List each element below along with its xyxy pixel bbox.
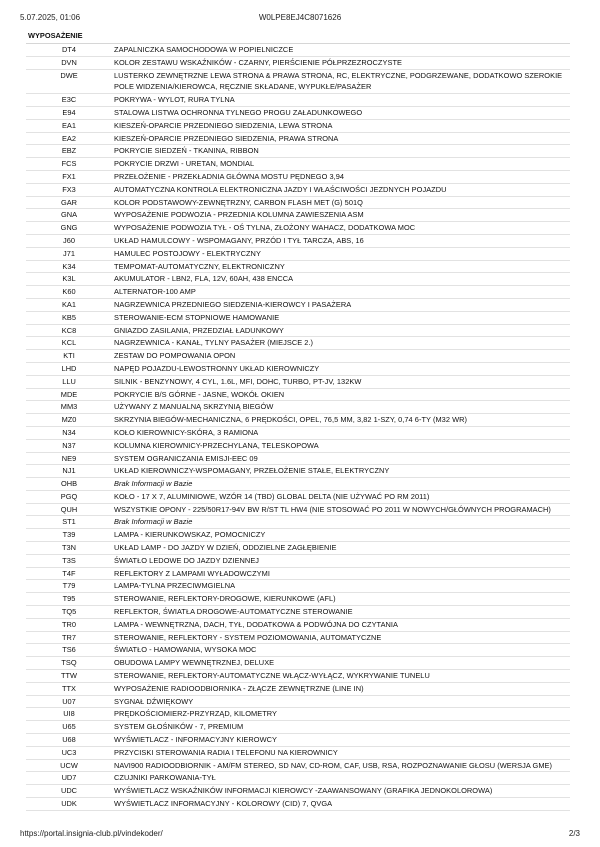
- option-code: TTX: [62, 683, 76, 693]
- option-code: U65: [62, 722, 76, 732]
- option-description: LAMPA - WEWNĘTRZNA, DACH, TYŁ, DODATKOWA & PODWÓJNA DO CZYTANIA: [114, 619, 399, 629]
- equipment-row: [26, 401, 570, 414]
- option-code: N34: [62, 427, 76, 437]
- option-code: KTI: [63, 351, 75, 361]
- option-code: LHD: [61, 363, 77, 373]
- option-description: Brak Informacji w Bazie: [114, 479, 193, 489]
- option-code: T95: [62, 594, 76, 604]
- option-code: MM3: [60, 402, 78, 412]
- equipment-row: [26, 171, 570, 184]
- equipment-row: [26, 363, 570, 376]
- equipment-row: [26, 670, 570, 683]
- equipment-row: [26, 376, 570, 389]
- option-code: FX3: [62, 184, 76, 194]
- equipment-rows: [26, 44, 570, 811]
- equipment-row: [26, 619, 570, 632]
- option-description: SKRZYNIA BIEGÓW-MECHANICZNA, 6 PRĘDKOŚCI, OPEL, 76,5 MM, 3,82 1-SZY, 0,74 6-TY (M32 WR): [114, 415, 468, 425]
- option-description: HAMULEC POSTOJOWY - ELEKTRYCZNY: [114, 248, 261, 258]
- equipment-row: [26, 696, 570, 709]
- option-description: ŚWIATŁO - HAMOWANIA, WYSOKA MOC: [114, 645, 257, 655]
- equipment-row: [26, 657, 570, 670]
- option-description: REFLEKTORY Z LAMPAMI WYŁADOWCZYMI: [114, 568, 270, 578]
- equipment-row: [26, 440, 570, 453]
- option-code: K60: [62, 287, 76, 297]
- option-code: U68: [62, 735, 76, 745]
- equipment-row: [26, 133, 570, 146]
- equipment-row: [26, 70, 570, 95]
- equipment-row: [26, 453, 570, 466]
- equipment-row: [26, 734, 570, 747]
- equipment-row: [26, 209, 570, 222]
- option-description: WYPOSAŻENIE RADIOODBIORNIKA - ZŁĄCZE ZEWNĘTRZNE (LINE IN): [114, 683, 364, 693]
- equipment-row: [26, 606, 570, 619]
- equipment-row: [26, 325, 570, 338]
- option-description: PRZEŁOŻENIE - PRZEKŁADNIA GŁÓWNA MOSTU PĘDNEGO 3,94: [114, 171, 345, 181]
- option-description: ŚWIATŁO LEDOWE DO JAZDY DZIENNEJ: [114, 555, 260, 565]
- option-description: LUSTERKO ZEWNĘTRZNE LEWA STRONA & PRAWA STRONA, RC, ELEKTRYCZNE, PODGRZEWANE, DODATKOWO SZEROKIE POLE WIDZENIA/KIEROWCA, RĘCZNIE SKŁADANE, WYPUKŁE/PASAŻER: [114, 70, 563, 92]
- option-code: MDE: [60, 389, 78, 399]
- option-description: SYSTEM GŁOŚNIKÓW - 7, PREMIUM: [114, 722, 244, 732]
- option-code: TS6: [62, 645, 76, 655]
- equipment-row: [26, 312, 570, 325]
- option-code: KA1: [62, 299, 76, 309]
- option-code: UDK: [61, 799, 77, 809]
- option-description: POKRYCIE DRZWI - URETAN, MONDIAL: [114, 159, 255, 169]
- equipment-row: [26, 158, 570, 171]
- option-code: EA2: [62, 133, 76, 143]
- option-code: GAR: [60, 197, 77, 207]
- option-code: TR0: [62, 619, 76, 629]
- equipment-row: [26, 235, 570, 248]
- option-code: TR7: [62, 632, 76, 642]
- equipment-row: [26, 747, 570, 760]
- equipment-row: [26, 286, 570, 299]
- option-description: AUTOMATYCZNA KONTROLA ELEKTRONICZNA JAZDY I WŁAŚCIWOŚCI JEZDNYCH POJAZDU: [114, 184, 447, 194]
- equipment-row: [26, 491, 570, 504]
- option-code: UDC: [60, 786, 77, 796]
- equipment-row: [26, 721, 570, 734]
- option-code: DT4: [62, 45, 76, 54]
- option-description: LAMPA - KIERUNKOWSKAZ, POMOCNICZY: [114, 530, 266, 540]
- equipment-row: [26, 350, 570, 363]
- option-description: POKRYCIE B/S GÓRNE - JASNE, WOKÓŁ OKIEN: [114, 389, 285, 399]
- option-code: NJ1: [62, 466, 76, 476]
- option-code: GNG: [60, 223, 78, 233]
- option-code: E3C: [61, 95, 77, 105]
- option-code: FX1: [62, 171, 76, 181]
- option-code: UC3: [61, 747, 77, 757]
- option-description: GNIAZDO ZASILANIA, PRZEDZIAŁ ŁADUNKOWY: [114, 325, 284, 335]
- option-code: N37: [62, 440, 76, 450]
- option-code: TTW: [60, 671, 77, 681]
- option-description: KOŁO KIEROWNICY-SKÓRA, 3 RAMIONA: [114, 427, 259, 437]
- option-code: GNA: [60, 210, 77, 220]
- equipment-row: [26, 798, 570, 811]
- option-description: WYPOSAŻENIE PODWOZIA - PRZEDNIA KOLUMNA ZAWIESZENIA ASM: [114, 210, 364, 220]
- equipment-row: [26, 568, 570, 581]
- equipment-row: [26, 580, 570, 593]
- option-description: KOLOR PODSTAWOWY-ZEWNĘTRZNY, CARBON FLASH MET (G) 501Q: [114, 197, 363, 207]
- equipment-row: [26, 299, 570, 312]
- option-description: WYŚWIETLACZ INFORMACYJNY - KOLOROWY (CID) 7, QVGA: [114, 799, 333, 809]
- option-code: KB5: [62, 312, 76, 322]
- equipment-row: [26, 337, 570, 350]
- option-description: ALTERNATOR-100 AMP: [114, 287, 196, 297]
- option-description: POKRYWA - WYLOT, RURA TYLNA: [114, 95, 235, 105]
- option-description: WYŚWIETLACZ WSKAŹNIKÓW INFORMACJI KIEROWCY -ZAAWANSOWANY (GRAFIKA JEDNOKOLOROWA): [114, 786, 493, 796]
- option-description: SYSTEM OGRANICZANIA EMISJI-EEC 09: [114, 453, 258, 463]
- option-code: TQ5: [61, 607, 77, 617]
- option-description: UKŁAD LAMP - DO JAZDY W DZIEŃ, ODDZIELNE ZAGŁĘBIENIE: [114, 543, 337, 553]
- equipment-table: [26, 29, 570, 811]
- equipment-row: [26, 632, 570, 645]
- option-code: QUH: [60, 504, 78, 514]
- equipment-row: [26, 785, 570, 798]
- option-description: STEROWANIE, REFLEKTORY-AUTOMATYCZNE WŁĄCZ-WYŁĄCZ, WYKRYWANIE TUNELU: [114, 671, 430, 681]
- option-code: PGQ: [60, 491, 78, 501]
- option-description: SILNIK - BENZYNOWY, 4 CYL, 1.6L, MFI, DOHC, TURBO, PT-JV, 132KW: [114, 376, 362, 386]
- option-description: OBUDOWA LAMPY WEWNĘTRZNEJ, DELUXE: [114, 658, 275, 668]
- option-description: WSZYSTKIE OPONY - 225/50R17-94V BW R/ST TL HW4 (NIE STOSOWAĆ PO 2011 W NOWYCH/GŁÓWNYCH PROGRAMACH): [114, 504, 551, 514]
- option-description: WYŚWIETLACZ - INFORMACYJNY KIEROWCY: [114, 735, 277, 745]
- equipment-row: [26, 427, 570, 440]
- option-description: STEROWANIE-ECM STOPNIOWE HAMOWANIE: [114, 312, 280, 322]
- option-code: DVN: [61, 57, 77, 67]
- equipment-row: [26, 542, 570, 555]
- equipment-row: [26, 772, 570, 785]
- option-code: J60: [63, 235, 75, 245]
- equipment-row: [26, 478, 570, 491]
- option-code: T79: [62, 581, 76, 591]
- option-code: EBZ: [61, 146, 77, 156]
- equipment-row: [26, 529, 570, 542]
- option-description: TEMPOMAT-AUTOMATYCZNY, ELEKTRONICZNY: [114, 261, 285, 271]
- option-code: FCS: [61, 159, 77, 169]
- equipment-row: [26, 44, 570, 57]
- equipment-row: [26, 760, 570, 773]
- option-description: NAGRZEWNICA PRZEDNIEGO SIEDZENIA-KIEROWCY I PASAŻERA: [114, 299, 352, 309]
- equipment-row: [26, 593, 570, 606]
- vin-title: W0LPE8EJ4C8071626: [258, 13, 342, 22]
- option-description: UŻYWANY Z MANUALNĄ SKRZYNIĄ BIEGÓW: [114, 402, 274, 412]
- page-url: https://portal.insignia-club.pl/vindekoder/: [20, 829, 163, 838]
- option-description: POKRYCIE SIEDZEŃ - TKANINA, RIBBON: [114, 146, 259, 156]
- option-description: LAMPA-TYLNA PRZECIWMGIELNA: [114, 581, 236, 591]
- option-code: T4F: [62, 568, 76, 578]
- option-description: KIESZEŃ-OPARCIE PRZEDNIEGO SIEDZENIA, LEWA STRONA: [114, 120, 333, 130]
- option-code: UCW: [60, 760, 78, 770]
- option-code: NE9: [61, 453, 77, 463]
- option-description: CZUJNIKI PARKOWANIA-TYŁ: [114, 773, 216, 783]
- option-code: DWE: [60, 70, 78, 80]
- equipment-row: [26, 465, 570, 478]
- equipment-row: [26, 197, 570, 210]
- option-description: UKŁAD HAMULCOWY - WSPOMAGANY, PRZÓD I TYŁ TARCZA, ABS, 16: [114, 235, 364, 245]
- equipment-row: [26, 273, 570, 286]
- option-description: AKUMULATOR - LBN2, FLA, 12V, 60AH, 438 ENCCA: [114, 274, 294, 284]
- option-code: T3S: [62, 555, 76, 565]
- option-description: STEROWANIE, REFLEKTORY-DROGOWE, KIERUNKOWE (AFL): [114, 594, 336, 604]
- equipment-row: [26, 555, 570, 568]
- equipment-row: [26, 248, 570, 261]
- option-code: J71: [63, 248, 75, 258]
- option-code: KC8: [61, 325, 77, 335]
- equipment-row: [26, 644, 570, 657]
- option-code: TSQ: [61, 658, 77, 668]
- option-code: K3L: [62, 274, 76, 284]
- equipment-row: [26, 222, 570, 235]
- equipment-row: [26, 261, 570, 274]
- option-code: U07: [62, 696, 76, 706]
- option-description: NAVI900 RADIOODBIORNIK - AM/FM STEREO, SD NAV, CD-ROM, CAF, USB, RSA, ROZPOZNAWANIE GŁOSU (WERSJA GME): [114, 760, 553, 770]
- equipment-row: [26, 184, 570, 197]
- option-description: REFLEKTOR, ŚWIATŁA DROGOWE-AUTOMATYCZNE STEROWANIE: [114, 607, 353, 617]
- option-code: LLU: [62, 376, 76, 386]
- equipment-row: [26, 414, 570, 427]
- equipment-row: [26, 120, 570, 133]
- equipment-row: [26, 57, 570, 70]
- print-footer: [20, 828, 580, 840]
- option-description: NAPĘD POJAZDU-LEWOSTRONNY UKŁAD KIEROWNICZY: [114, 363, 320, 373]
- option-code: K34: [62, 261, 76, 271]
- equipment-row: [26, 145, 570, 158]
- option-code: ST1: [62, 517, 76, 527]
- option-description: Brak Informacji w Bazie: [114, 517, 193, 527]
- equipment-row: [26, 94, 570, 107]
- option-description: ZESTAW DO POMPOWANIA OPON: [114, 351, 236, 361]
- equipment-row: [26, 708, 570, 721]
- print-header: [20, 12, 580, 24]
- equipment-row: [26, 389, 570, 402]
- option-description: STEROWANIE, REFLEKTORY - SYSTEM POZIOMOWANIA, AUTOMATYCZNE: [114, 632, 382, 642]
- option-description: NAGRZEWNICA - KANAŁ, TYLNY PASAŻER (MIEJSCE 2.): [114, 338, 314, 348]
- page-number: 2/3: [568, 829, 580, 838]
- option-description: KIESZEŃ-OPARCIE PRZEDNIEGO SIEDZENIA, PRAWA STRONA: [114, 133, 339, 143]
- option-description: SYGNAŁ DŹWIĘKOWY: [114, 696, 194, 706]
- option-description: KOLOR ZESTAWU WSKAŹNIKÓW - CZARNY, PIERŚCIENIE PÓŁPRZEZROCZYSTE: [114, 57, 402, 67]
- option-description: PRZYCISKI STEROWANIA RADIA I TELEFONU NA KIEROWNICY: [114, 747, 338, 757]
- option-code: UI8: [63, 709, 75, 719]
- option-description: ZAPALNICZKA SAMOCHODOWA W POPIELNICZCE: [114, 45, 294, 54]
- option-code: EA1: [62, 120, 76, 130]
- option-code: T39: [62, 530, 76, 540]
- print-datetime: 5.07.2025, 01:06: [20, 13, 81, 22]
- equipment-row: [26, 683, 570, 696]
- option-code: OHB: [60, 479, 77, 489]
- option-code: MZ0: [61, 415, 77, 425]
- section-title: WYPOSAŻENIE: [26, 29, 570, 44]
- equipment-row: [26, 504, 570, 517]
- option-description: WYPOSAŻENIE PODWOZIA TYŁ - OŚ TYLNA, ZŁOŻONY WAHACZ, DODATKOWA MOC: [114, 223, 416, 233]
- option-code: E94: [62, 107, 76, 117]
- equipment-row: [26, 516, 570, 529]
- option-description: KOLUMNA KIEROWNICY-PRZECHYLANA, TELESKOPOWA: [114, 440, 319, 450]
- option-description: PRĘDKOŚCIOMIERZ-PRZYRZĄD, KILOMETRY: [114, 709, 277, 719]
- option-description: STALOWA LISTWA OCHRONNA TYLNEGO PROGU ZAŁADUNKOWEGO: [114, 107, 363, 117]
- option-code: UD7: [61, 773, 77, 783]
- equipment-row: [26, 107, 570, 120]
- option-description: UKŁAD KIEROWNICZY-WSPOMAGANY, PRZEŁOŻENIE STAŁE, ELEKTRYCZNY: [114, 466, 390, 476]
- option-code: T3N: [62, 543, 76, 553]
- option-description: KOŁO - 17 X 7, ALUMINIOWE, WZÓR 14 (TBD) GLOBAL DELTA (NIE UŻYWAĆ PO RM 2011): [114, 491, 430, 501]
- option-code: KCL: [61, 338, 77, 348]
